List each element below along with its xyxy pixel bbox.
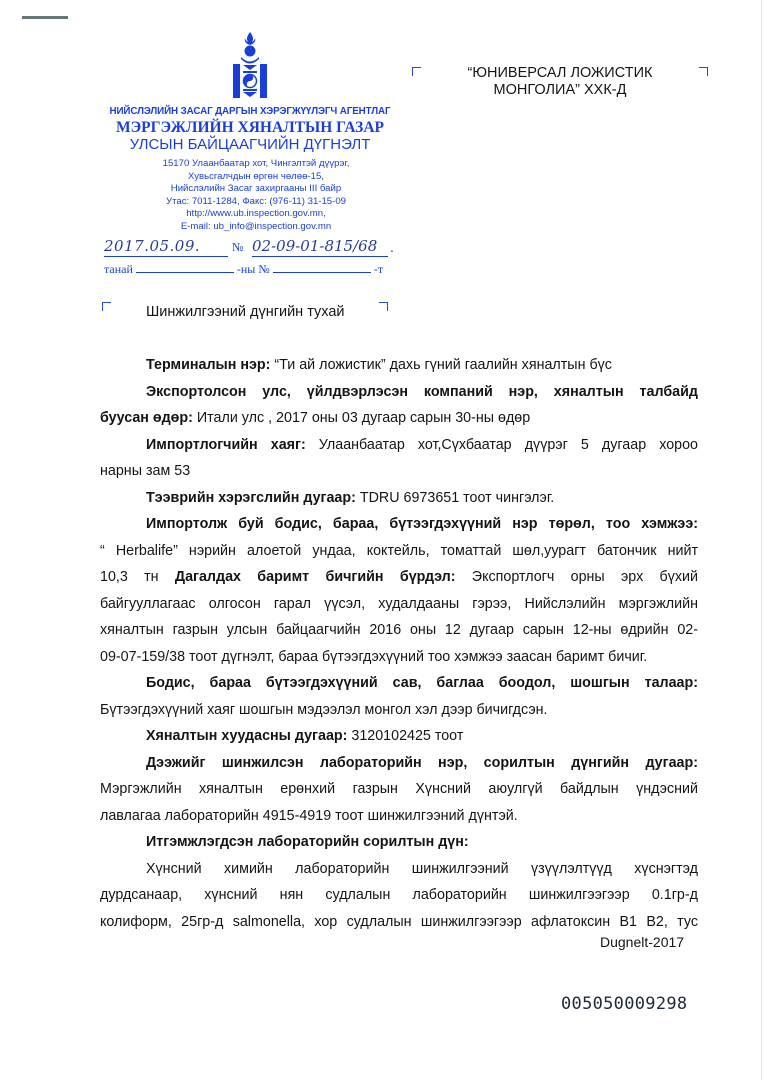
field-label: Итгэмжлэгдсэн лабораторийн сорилтын дүн: xyxy=(146,834,469,850)
your-label: танай xyxy=(104,262,133,276)
your-number-label: -ны № xyxy=(236,262,270,276)
packaging-value: Бүтээгдэхүүний хаяг шошгын мэдээлэл монгол хэл дээр бичигдсэн. xyxy=(100,701,548,718)
scan-mark xyxy=(22,16,68,19)
field-value: Улаанбаатар хот,Сүхбаатар дүүрэг 5 дугаар хороо xyxy=(305,436,699,453)
suffix-label: -т xyxy=(373,262,384,276)
docs-value: 09-07-159/38 тоот дүгнэлт, бараа бүтээгдэхүүний тоо хэмжээ заасан баримт бичиг. xyxy=(100,648,648,665)
export-paragraph-cont xyxy=(100,405,698,432)
field-label: Тээврийн хэрэгслийн дугаар: xyxy=(146,489,356,506)
page-edge xyxy=(761,0,762,1080)
corner-mark-icon xyxy=(102,302,111,311)
importer-paragraph xyxy=(100,432,698,459)
address-line: 15170 Улаанбаатар хот, Чингэлтэй дүүрэг, xyxy=(162,158,350,169)
field-label: Дагалдах баримт бичгийн бүрдэл: xyxy=(174,569,456,585)
field-label: Импортолж буй бодис, бараа, бүтээгдэхүүний нэр төрөл, тоо хэмжээ: xyxy=(146,516,698,532)
organization-header xyxy=(100,106,400,153)
address-line: Хувьсгалчдын өргөн чөлөө-15, xyxy=(188,170,324,182)
document-body xyxy=(100,352,698,935)
field-value: 3120102425 тоот xyxy=(347,728,464,744)
recipient-line: МОНГОЛИА” ХХК-Д xyxy=(493,82,627,98)
recipient-line: “ЮНИВЕРСАЛ ЛОЖИСТИК xyxy=(467,65,653,81)
result-value: колиформ, 25гр-д salmonella, хор судлалын шинжилгээгээр афлатоксин B1 B2, тус xyxy=(100,913,698,930)
goods-paragraph xyxy=(100,511,698,538)
email-link[interactable]: E-mail: ub_info@inspection.gov.mn xyxy=(180,220,332,232)
website-link[interactable]: http://www.ub.inspection.gov.mn, xyxy=(186,208,326,219)
sheet-paragraph xyxy=(100,723,698,750)
lab-value: лавлагаа лабораторийн 4915-4919 тоот шинжилгээний дүнтэй. xyxy=(100,807,518,824)
recipient-block xyxy=(412,63,708,103)
your-number-blank xyxy=(273,262,371,273)
importer-paragraph-cont: нарны зам 53 xyxy=(100,463,191,479)
field-value: Экспортлогч орны эрх бүхий xyxy=(455,569,699,585)
docs-paragraph xyxy=(100,564,698,591)
terminal-paragraph xyxy=(100,352,698,379)
field-label: буусан өдөр: xyxy=(100,410,193,426)
packaging-paragraph xyxy=(100,670,698,697)
contact-block xyxy=(108,158,404,233)
field-value: TDRU 6973651 тоот чингэлэг. xyxy=(355,489,555,506)
your-date-blank xyxy=(136,262,234,273)
lab-value: Мэргэжлийн хяналтын ерөнхий газрын Хүнсний аюулгүй байдлын үндэсний xyxy=(100,781,698,797)
trailing-dot: . xyxy=(390,239,394,255)
result-heading xyxy=(100,829,698,856)
field-value: 10,3 тн xyxy=(100,569,175,585)
result-value: Хүнсний химийн лабораторийн шинжилгээний үзүүлэлтүүд хүснэгтэд xyxy=(146,860,698,877)
subject-text: Шинжилгээний дүнгийн тухай xyxy=(146,304,345,320)
subject-block xyxy=(102,298,388,322)
docs-value: байгууллагаас олгосон гарал үүсэл, худалдааны гэрээ, Нийслэлийн мэргэжлийн xyxy=(100,595,698,612)
field-label: Импортлогчийн хаяг: xyxy=(146,436,306,453)
field-value: “Ти ай ложистик” дахь гүний гаалийн хяналтын бүс xyxy=(270,357,612,373)
field-label: Экспортолсон улс, үйлдвэрлэсэн компаний нэр, хяналтын талбайд xyxy=(146,383,698,400)
vehicle-paragraph xyxy=(100,485,698,512)
field-label: Дээжийг шинжилсэн лабораторийн нэр, сорилтын дүнгийн дугаар: xyxy=(146,754,698,771)
soyombo-emblem-icon xyxy=(226,30,274,102)
recipient-name xyxy=(412,65,708,99)
goods-value: “ Herbalife” нэрийн алоетой ундаа, коктейль, томаттай шөл,уурагт батончик нийт xyxy=(100,542,698,559)
field-label: Терминалын нэр: xyxy=(146,357,271,373)
export-paragraph xyxy=(100,379,698,406)
document-number: 02-09-01-815/68 xyxy=(252,237,388,257)
number-label: № xyxy=(232,240,244,254)
document-code: Dugnelt-2017 xyxy=(600,934,685,950)
lab-paragraph xyxy=(100,750,698,777)
field-label: Хяналтын хуудасны дугаар: xyxy=(146,728,348,744)
result-value: дурдсанаар, хүнсний нян судлалын лабораторийн шинжилгээгээр 0.1гр-д xyxy=(100,887,698,903)
reply-reference-line xyxy=(104,262,383,277)
document-date: 2017.05.09. xyxy=(104,237,228,257)
address-line: Нийслэлийн Засаг захиргааны III байр xyxy=(170,183,342,194)
field-value: Итали улс , 2017 оны 03 дугаар сарын 30-ны өдөр xyxy=(192,410,531,426)
agency-name: НИЙСЛЭЛИЙН ЗАСАГ ДАРГЫН ХЭРЭГЖҮҮЛЭГЧ АГЕНТЛАГ xyxy=(109,106,391,117)
phone-fax: Утас: 7011-1284, Факс: (976-11) 31-15-09 xyxy=(165,195,347,207)
docs-value: хяналтын газрын улсын байцаагчийн 2016 оны 12 дугаар сарын 12-ны өдрийн 02- xyxy=(100,622,698,638)
serial-number: 005050009298 xyxy=(561,994,688,1014)
field-label: Бодис, бараа бүтээгдэхүүний сав, баглаа боодол, шошгын талаар: xyxy=(146,675,698,691)
document-type: УЛСЫН БАЙЦААГЧИЙН ДҮГНЭЛТ xyxy=(129,136,371,153)
department-name: МЭРГЭЖЛИЙН ХЯНАЛТЫН ГАЗАР xyxy=(115,119,385,136)
corner-mark-icon xyxy=(379,302,388,311)
